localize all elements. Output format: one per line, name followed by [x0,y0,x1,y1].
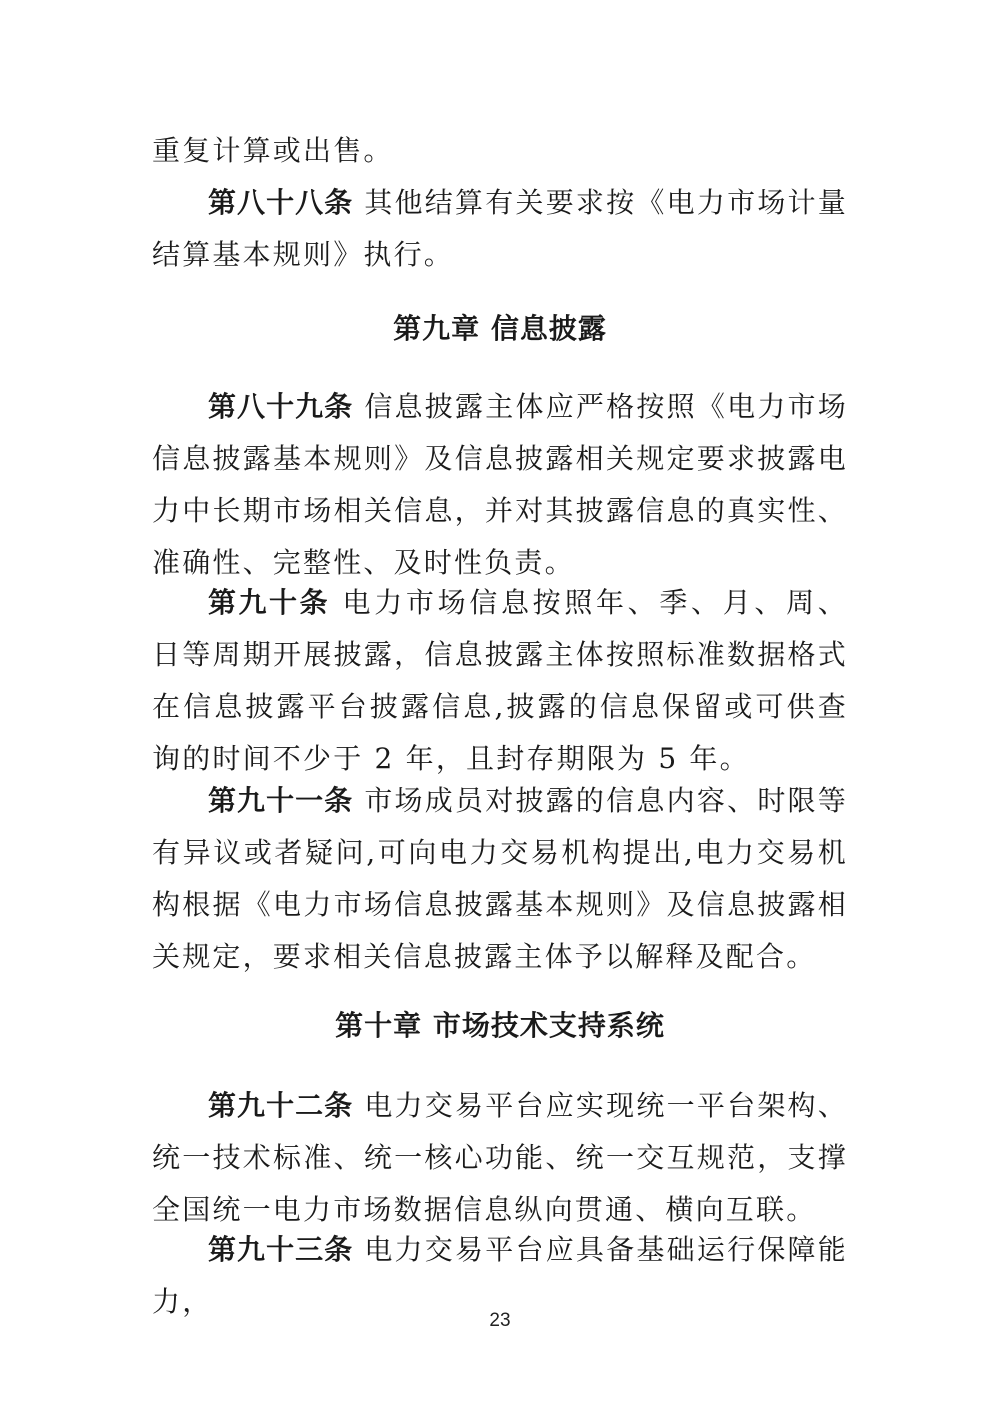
article-number: 第八十八条 [208,186,354,219]
article-text: 电力市场信息按照年、季、月、周、日等周期开展披露，信息披露主体按照标准数据格式在信息披露平台披露信息,披露的信息保留或可供查询的时间不少于 2 年，且封存期限为 5 年。 [152,586,848,775]
article-number: 第九十一条 [208,784,354,817]
continuation-paragraph [152,125,848,177]
article-number: 第九十二条 [208,1089,354,1122]
article-90 [152,577,848,785]
page-number: 23 [489,1310,511,1331]
article-91 [152,775,848,983]
article-number: 第八十九条 [208,390,354,423]
article-number: 第九十三条 [208,1233,354,1266]
article-88 [152,177,848,281]
article-92 [152,1080,848,1236]
article-text: 电力交易平台应实现统一平台架构、统一技术标准、统一核心功能、统一交互规范，支撑全国统一电力市场数据信息纵向贯通、横向互联。 [152,1089,848,1226]
article-text: 其他结算有关要求按《电力市场计量结算基本规则》执行。 [152,186,848,271]
chapter-9-heading: 第九章 信息披露 [393,312,607,345]
article-text: 市场成员对披露的信息内容、时限等有异议或者疑问,可向电力交易机构提出,电力交易机构根据《电力市场信息披露基本规则》及信息披露相关规定，要求相关信息披露主体予以解释及配合。 [152,784,848,973]
article-number: 第九十条 [208,586,330,619]
continuation-text: 重复计算或出售。 [152,134,394,167]
chapter-10-heading: 第十章 市场技术支持系统 [335,1009,665,1042]
article-text: 信息披露主体应严格按照《电力市场信息披露基本规则》及信息披露相关规定要求披露电力中长期市场相关信息，并对其披露信息的真实性、准确性、完整性、及时性负责。 [152,390,848,579]
article-text: 电力交易平台应具备基础运行保障能力， [152,1233,848,1318]
article-89 [152,381,848,589]
